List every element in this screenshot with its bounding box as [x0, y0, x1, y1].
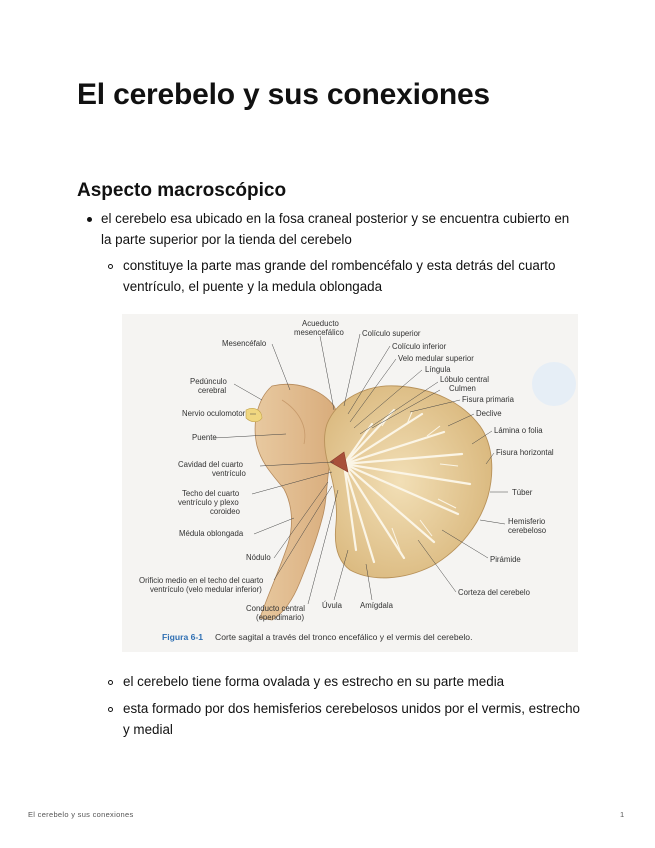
label-amigdala: Amígdala [360, 601, 393, 610]
label-piramide: Pirámide [490, 555, 521, 564]
label-hemisferio: Hemisferio [508, 517, 546, 526]
label-conducto-central-2: (ependimario) [256, 613, 305, 622]
figure-caption-number: Figura 6-1 [162, 632, 204, 642]
bullet-item-1: el cerebelo esa ubicado en la fosa craneal posterior y se encuentra cubierto en la parte superior por la tienda del cerebelo [101, 211, 570, 247]
sub-bullet-item-1: constituye la parte mas grande del rombencéfalo y esta detrás del cuarto ventrículo, el puente y la medula oblongada [123, 258, 556, 294]
label-coliculo-inferior: Colículo inferior [392, 342, 447, 351]
label-orificio-medio-2: ventrículo (velo medular inferior) [150, 585, 262, 594]
label-acueducto: Acueducto [302, 319, 339, 328]
footer-page-number: 1 [620, 810, 625, 819]
label-uvula: Úvula [322, 601, 342, 610]
background-decor [532, 362, 576, 406]
footer-document-title: El cerebelo y sus conexiones [28, 810, 134, 819]
label-acueducto-2: mesencefálico [294, 328, 344, 337]
label-orificio-medio: Orificio medio en el techo del cuarto [139, 576, 264, 585]
label-velo-medular: Velo medular superior [398, 354, 474, 363]
label-pedunculo-2: cerebral [198, 386, 227, 395]
sub-bullet-marker [108, 707, 113, 712]
label-coliculo-superior: Colículo superior [362, 329, 421, 338]
cerebellum-illustration [324, 386, 491, 578]
label-lamina-folia: Lámina o folia [494, 426, 543, 435]
figure-caption-text: Corte sagital a través del tronco encefálico y el vermis del cerebelo. [215, 632, 473, 642]
label-techo: Techo del cuarto [182, 489, 240, 498]
label-hemisferio-2: cerebeloso [508, 526, 547, 535]
section-heading: Aspecto macroscópico [77, 180, 287, 201]
sub-bullet-item-2: el cerebelo tiene forma ovalada y es estrecho en su parte media [123, 674, 505, 689]
label-fisura-horizontal: Fisura horizontal [496, 448, 554, 457]
label-corteza: Corteza del cerebelo [458, 588, 530, 597]
sub-bullet-item-3: esta formado por dos hemisferios cerebelosos unidos por el vermis, estrecho y medial [123, 701, 580, 737]
label-culmen: Culmen [449, 384, 476, 393]
label-techo-2: ventrículo y plexo [178, 498, 239, 507]
page-title: El cerebelo y sus conexiones [77, 78, 490, 111]
label-nodulo: Nódulo [246, 553, 271, 562]
label-nervio-oculomotor: Nervio oculomotor [182, 409, 246, 418]
label-cavidad-2: ventrículo [212, 469, 246, 478]
label-cavidad: Cavidad del cuarto [178, 460, 244, 469]
label-mesencefalo: Mesencéfalo [222, 339, 267, 348]
sub-bullet-marker [108, 264, 113, 269]
label-puente: Puente [192, 433, 217, 442]
label-lingula: Língula [425, 365, 451, 374]
bullet-marker [87, 217, 92, 222]
label-pedunculo: Pedúnculo [190, 377, 227, 386]
label-techo-3: coroideo [210, 507, 240, 516]
label-tuber: Túber [512, 488, 533, 497]
label-fisura-primaria: Fisura primaria [462, 395, 514, 404]
label-conducto-central: Conducto central [246, 604, 305, 613]
label-lobulo-central: Lóbulo central [440, 375, 489, 384]
cerebellum-sagittal-figure [122, 314, 578, 652]
label-medula: Médula oblongada [179, 529, 244, 538]
label-declive: Declive [476, 409, 502, 418]
sub-bullet-marker [108, 680, 113, 685]
